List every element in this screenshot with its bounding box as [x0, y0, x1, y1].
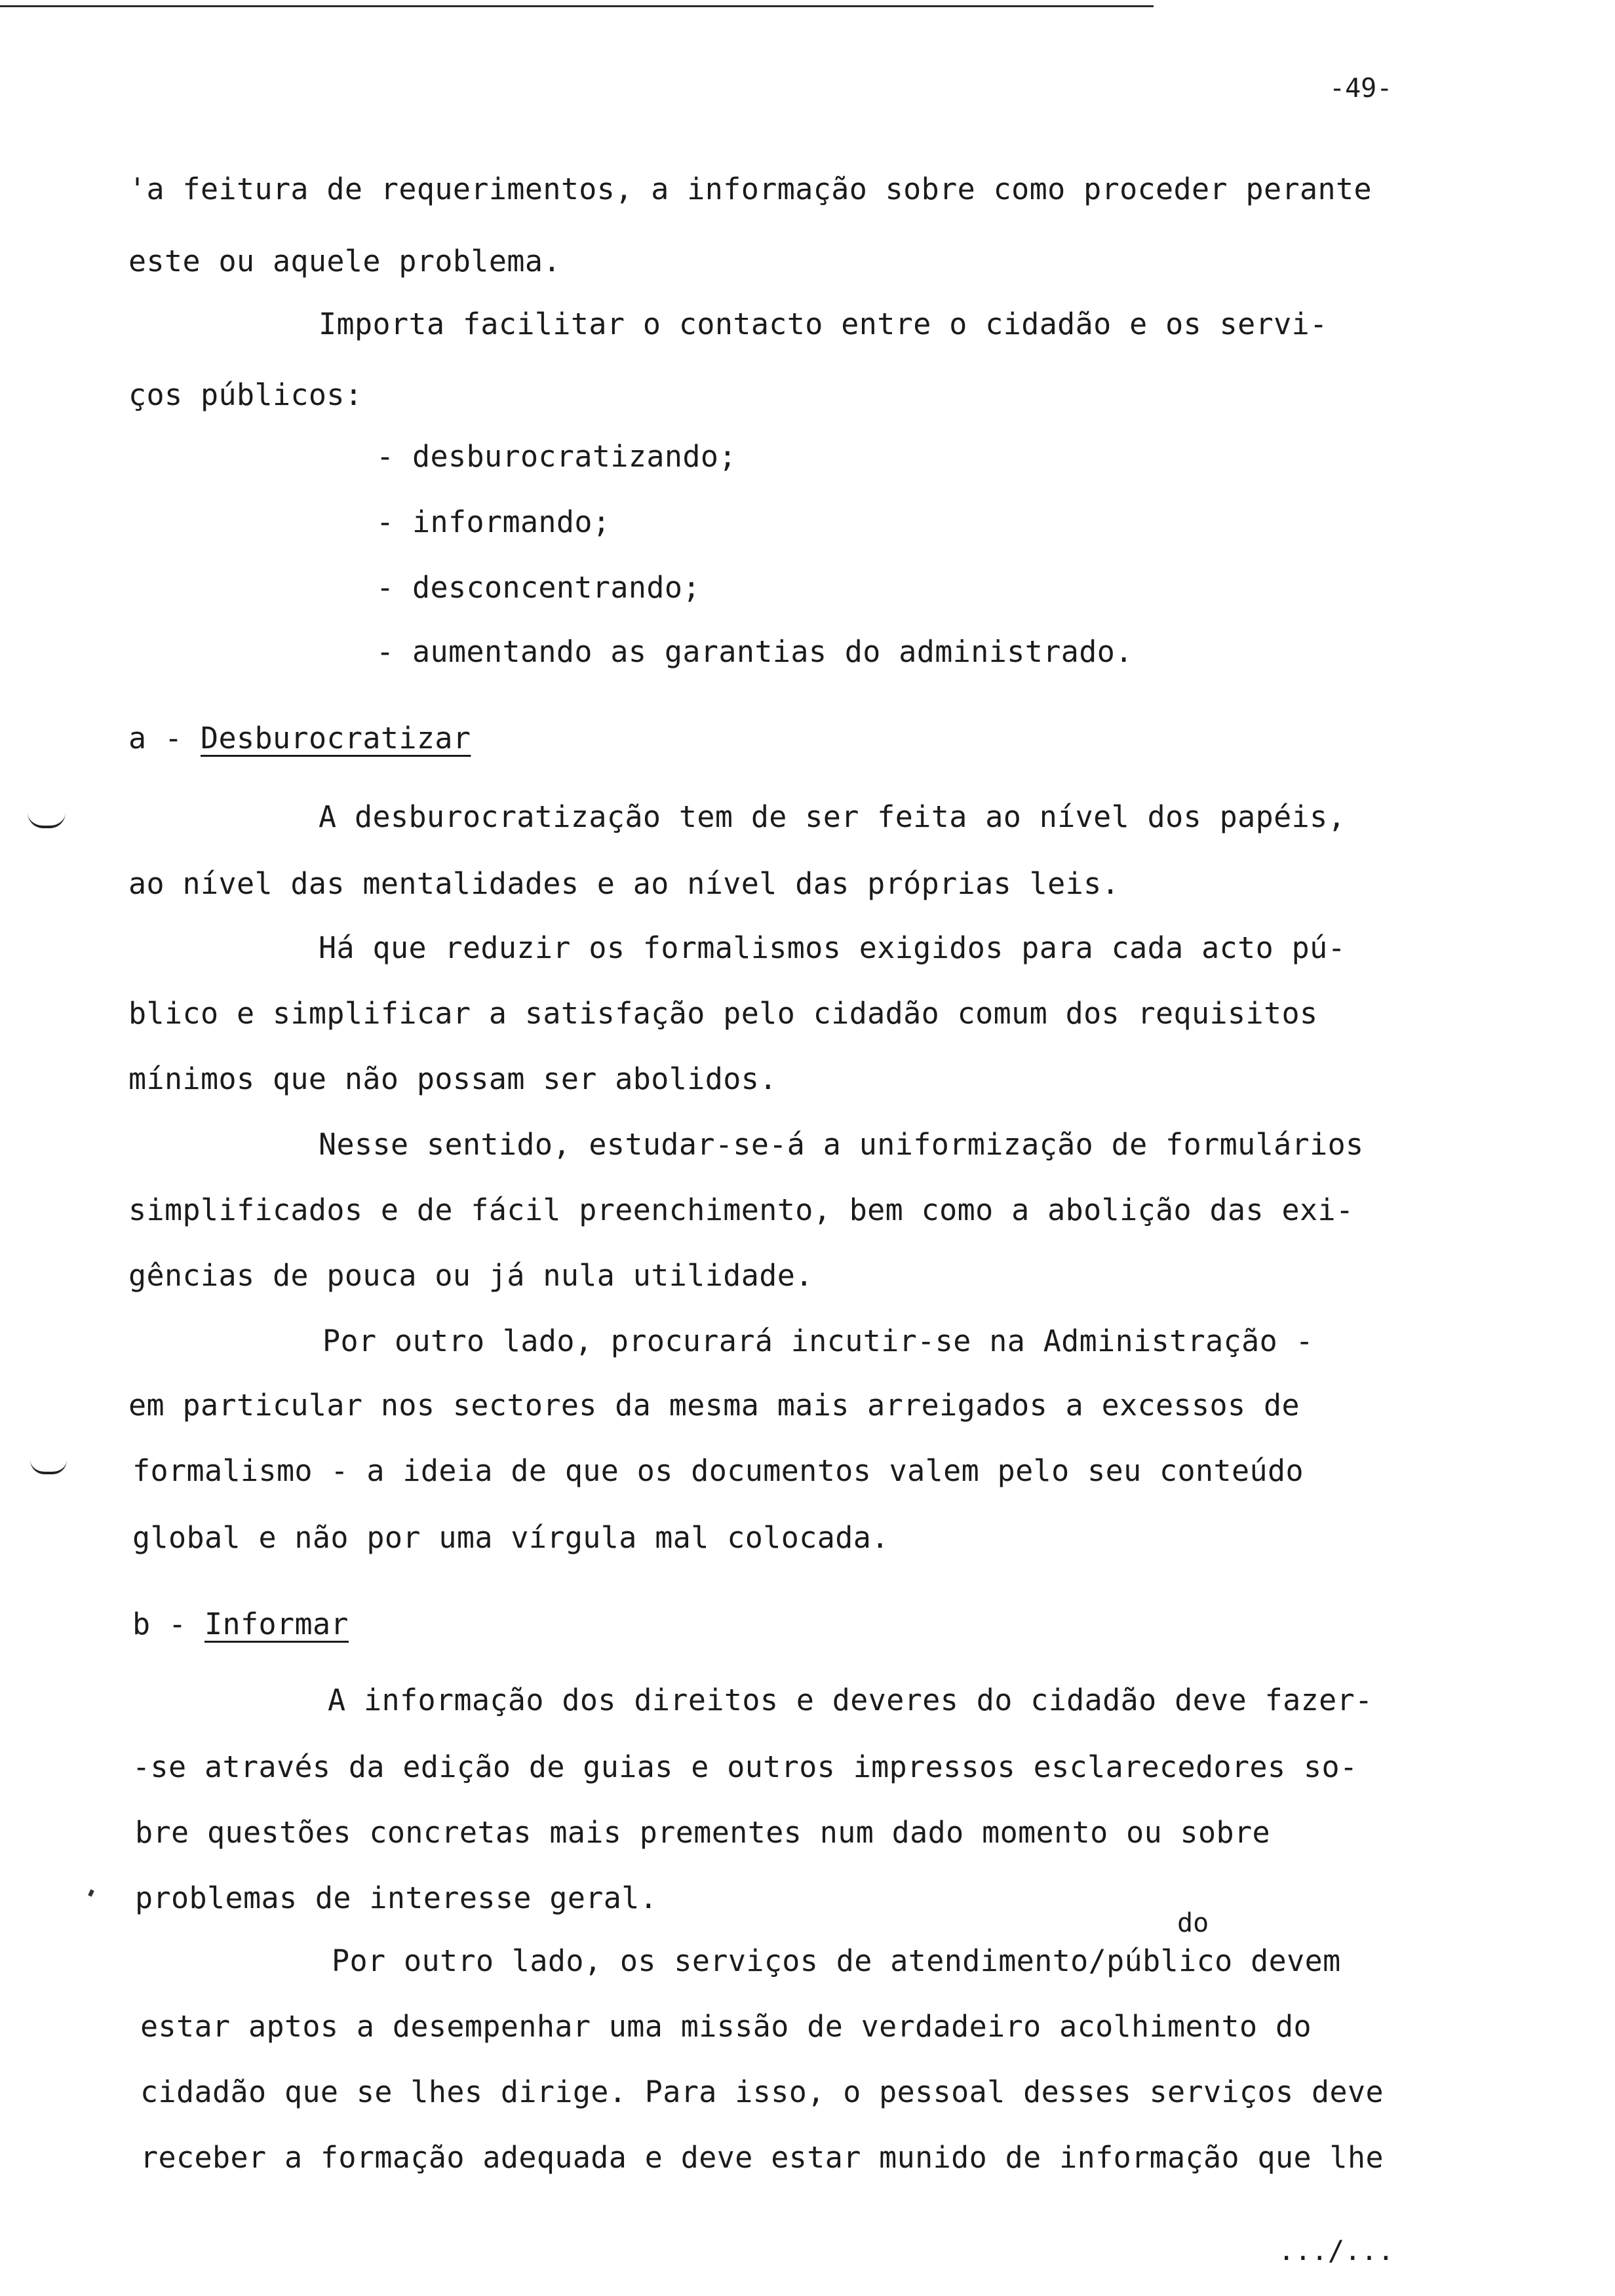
margin-mark [30, 1460, 67, 1474]
top-rule [0, 5, 1154, 7]
text-line: estar aptos a desempenhar uma missão de verdadeiro acolhimento do [140, 2009, 1312, 2044]
text-line: 'a feitura de requerimentos, a informação sobre como proceder perante [128, 172, 1372, 206]
text-line: Por outro lado, os serviços de atendimento/público devem [332, 1943, 1341, 1978]
list-item: - desconcentrando; [376, 570, 701, 605]
section-heading-a [128, 721, 471, 756]
section-prefix: b - [132, 1607, 204, 1641]
text-line: global e não por uma vírgula mal colocada. [132, 1520, 889, 1555]
section-title: Informar [204, 1607, 349, 1641]
text-line: mínimos que não possam ser abolidos. [128, 1062, 777, 1096]
section-heading-b [132, 1607, 349, 1641]
section-title: Desburocratizar [200, 721, 471, 756]
text-line: ao nível das mentalidades e ao nível das próprias leis. [128, 866, 1120, 901]
text-line: bre questões concretas mais prementes num dado momento ou sobre [135, 1815, 1271, 1850]
list-item: - desburocratizando; [376, 439, 737, 474]
text-line: Nesse sentido, estudar-se-á a uniformização de formulários [319, 1127, 1364, 1162]
section-prefix: a - [128, 721, 201, 756]
text-line: -se através da edição de guias e outros impressos esclarecedores so- [132, 1750, 1358, 1784]
text-line: Por outro lado, procurará incutir-se na Administração - [322, 1324, 1314, 1358]
page-number: -49- [1329, 73, 1393, 104]
text-line: Importa facilitar o contacto entre o cidadão e os servi- [319, 307, 1328, 341]
text-line: receber a formação adequada e deve estar munido de informação que lhe [140, 2140, 1384, 2175]
text-line: em particular nos sectores da mesma mais arreigados a excessos de [128, 1388, 1300, 1423]
text-line: problemas de interesse geral. [135, 1881, 658, 1915]
text-line: A desburocratização tem de ser feita ao nível dos papéis, [319, 799, 1346, 834]
text-line: este ou aquele problema. [128, 244, 561, 278]
list-item: - informando; [376, 505, 611, 539]
margin-mark [28, 813, 66, 828]
margin-tick [88, 1889, 94, 1897]
continuation-marker: .../... [1278, 2234, 1395, 2267]
text-line: formalismo - a ideia de que os documentos valem pelo seu conteúdo [132, 1453, 1304, 1488]
text-line: ços públicos: [128, 377, 363, 412]
text-line: Há que reduzir os formalismos exigidos para cada acto pú- [319, 930, 1346, 965]
text-line: A informação dos direitos e deveres do cidadão deve fazer- [328, 1683, 1373, 1717]
text-line: gências de pouca ou já nula utilidade. [128, 1258, 813, 1293]
interlinear-insert: do [1177, 1908, 1209, 1938]
text-line: blico e simplificar a satisfação pelo cidadão comum dos requisitos [128, 996, 1318, 1031]
list-item: - aumentando as garantias do administrado. [376, 634, 1133, 669]
text-line: cidadão que se lhes dirige. Para isso, o pessoal desses serviços deve [140, 2075, 1384, 2109]
text-line: simplificados e de fácil preenchimento, bem como a abolição das exi- [128, 1193, 1354, 1227]
